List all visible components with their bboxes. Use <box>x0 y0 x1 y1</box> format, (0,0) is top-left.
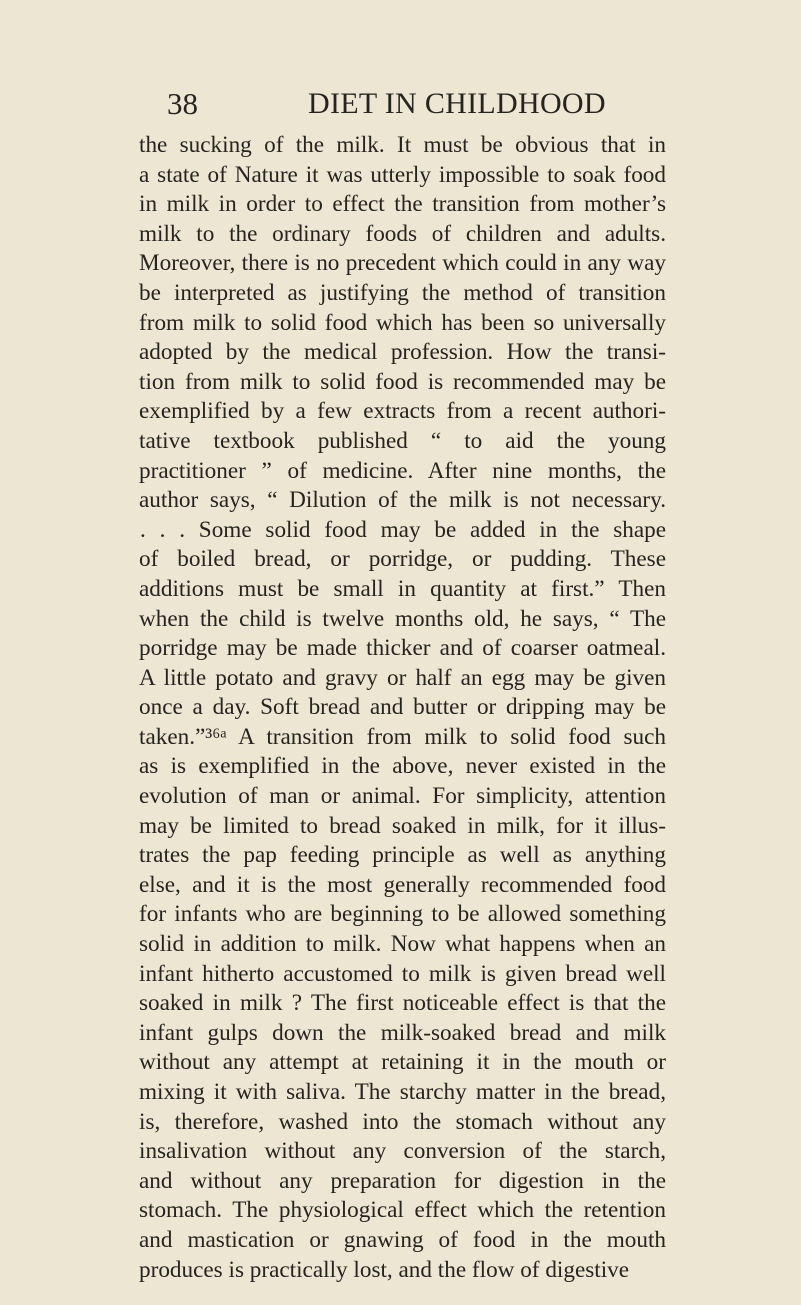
text-line: as is exemplified in the above, never existed in the <box>139 753 666 780</box>
text-line: stomach. The physiological effect which the retention <box>139 1197 666 1224</box>
text-line: adopted by the medical profession. How the transi- <box>139 339 666 366</box>
body-text <box>139 131 666 1285</box>
text-line: and mastication or gnawing of food in the mouth <box>139 1226 666 1253</box>
text-line: the sucking of the milk. It must be obvious that in <box>139 132 666 158</box>
text-line: author says, “ Dilution of the milk is not necessary. <box>139 487 666 514</box>
text-line: and without any preparation for digestion in the <box>139 1167 666 1194</box>
text-line: practitioner ” of medicine. After nine months, the <box>139 457 666 484</box>
text-line: without any attempt at retaining it in the mouth or <box>139 1049 666 1076</box>
text-line: of boiled bread, or porridge, or pudding. These <box>139 546 666 573</box>
text-line: soaked in milk ? The first noticeable effect is that the <box>139 990 666 1017</box>
text-line: be interpreted as justifying the method of transition <box>139 279 666 306</box>
text-line: milk to the ordinary foods of children and adults. <box>139 220 666 247</box>
page-header <box>0 84 801 124</box>
text-line: from milk to solid food which has been so universally <box>139 309 666 336</box>
text-line: Moreover, there is no precedent which could in any way <box>139 250 666 277</box>
text-line: infant hitherto accustomed to milk is given bread well <box>139 960 666 987</box>
text-line: once a day. Soft bread and butter or dripping may be <box>139 694 666 721</box>
text-line: for infants who are beginning to be allowed something <box>139 901 666 928</box>
text-line: taken.”³⁶ᵃ A transition from milk to solid food such <box>139 723 666 750</box>
text-line: insalivation without any conversion of the starch, <box>139 1138 666 1165</box>
text-line: additions must be small in quantity at first.” Then <box>139 575 666 602</box>
running-head: DIET IN CHILDHOOD <box>308 87 606 120</box>
text-line: is, therefore, washed into the stomach without any <box>139 1108 666 1135</box>
text-line: produces is practically lost, and the flow of digestive <box>139 1256 630 1283</box>
text-line: in milk in order to effect the transition from mother’s <box>139 191 666 218</box>
text-line: when the child is twelve months old, he says, “ The <box>139 605 666 632</box>
text-line: a state of Nature it was utterly impossible to soak food <box>139 161 666 188</box>
text-line: evolution of man or animal. For simplicity, attention <box>139 783 666 810</box>
text-line: may be limited to bread soaked in milk, for it illus- <box>139 812 666 839</box>
text-line: mixing it with saliva. The starchy matter in the bread, <box>139 1079 666 1105</box>
text-line: trates the pap feeding principle as well as anything <box>139 842 666 869</box>
page-number: 38 <box>167 86 198 121</box>
text-line: A little potato and gravy or half an egg may be given <box>139 664 666 691</box>
text-line: porridge may be made thicker and of coarser oatmeal. <box>139 635 666 662</box>
text-line: tative textbook published “ to aid the young <box>139 427 666 454</box>
text-line: else, and it is the most generally recommended food <box>139 871 666 898</box>
text-line: infant gulps down the milk-soaked bread and milk <box>139 1019 666 1046</box>
text-line: solid in addition to milk. Now what happens when an <box>139 931 666 958</box>
text-line: tion from milk to solid food is recommended may be <box>139 368 666 395</box>
text-line: . . . Some solid food may be added in the shape <box>140 516 666 543</box>
text-line: exemplified by a few extracts from a recent authori- <box>139 398 666 425</box>
